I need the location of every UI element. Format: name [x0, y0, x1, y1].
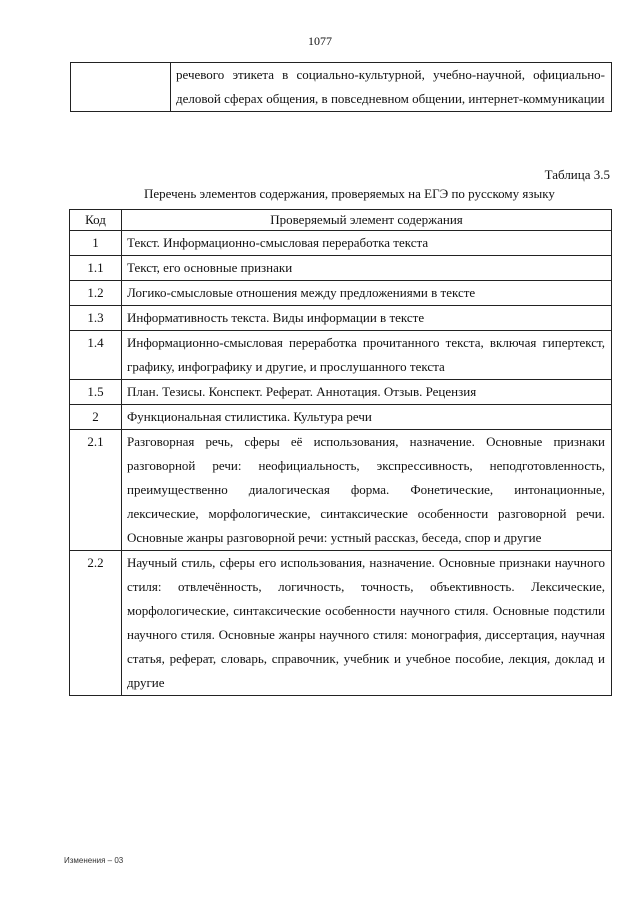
table-row — [70, 405, 612, 430]
continuation-text: речевого этикета в социально-культурной, учебно-научной, официально-деловой сферах общения, в повседневном общении, интернет-коммуникации — [171, 63, 612, 112]
continuation-code-cell — [71, 63, 171, 112]
header-element: Проверяемый элемент содержания — [122, 210, 612, 231]
row-code: 2.2 — [70, 551, 122, 696]
table-row — [70, 256, 612, 281]
row-text: Функциональная стилистика. Культура речи — [122, 405, 612, 430]
table-row — [70, 231, 612, 256]
row-code: 1.2 — [70, 281, 122, 306]
row-code: 1.5 — [70, 380, 122, 405]
table-heading: Перечень элементов содержания, проверяемых на ЕГЭ по русскому языку — [144, 186, 555, 201]
row-text: План. Тезисы. Конспект. Реферат. Аннотация. Отзыв. Рецензия — [122, 380, 612, 405]
row-code: 2.1 — [70, 430, 122, 551]
continuation-row — [71, 63, 612, 112]
row-code: 1.4 — [70, 331, 122, 380]
row-text: Разговорная речь, сферы её использования, назначение. Основные признаки разговорной речи: неофициальность, экспрессивность, неподготовленность, преимущественно диалогическая форма. Фонетические, интонационные, лексические, морфологические, синтаксические особенности разговорной речи. Основные жанры разговорной речи: устный рассказ, беседа, спор и другие — [122, 430, 612, 551]
table-row — [70, 551, 612, 696]
header-code: Код — [70, 210, 122, 231]
row-text: Научный стиль, сферы его использования, назначение. Основные признаки научного стиля: отвлечённость, логичность, точность, объективность. Лексические, морфологические, синтаксические особенности научного стиля. Основные подстили научного стиля. Основные жанры научного стиля: монография, диссертация, научная статья, реферат, словарь, справочник, учебник и учебное пособие, лекция, доклад и другие — [122, 551, 612, 696]
table-row — [70, 430, 612, 551]
footer-revision: Изменения – 03 — [64, 856, 124, 865]
table-row — [70, 380, 612, 405]
row-code: 1.3 — [70, 306, 122, 331]
table-caption: Таблица 3.5 — [544, 167, 610, 182]
table-row — [70, 306, 612, 331]
row-text: Логико-смысловые отношения между предложениями в тексте — [122, 281, 612, 306]
page-number: 1077 — [308, 34, 332, 48]
table-row — [70, 331, 612, 380]
row-code: 1.1 — [70, 256, 122, 281]
table-body — [70, 231, 612, 696]
continuation-table — [70, 62, 612, 112]
row-code: 2 — [70, 405, 122, 430]
table-row — [70, 281, 612, 306]
content-elements-table — [69, 209, 612, 696]
row-text: Информативность текста. Виды информации в тексте — [122, 306, 612, 331]
row-text: Информационно-смысловая переработка прочитанного текста, включая гипертекст, графику, инфографику и другие, и прослушанного текста — [122, 331, 612, 380]
row-text: Текст. Информационно-смысловая переработка текста — [122, 231, 612, 256]
table-header-row — [70, 210, 612, 231]
row-text: Текст, его основные признаки — [122, 256, 612, 281]
row-code: 1 — [70, 231, 122, 256]
